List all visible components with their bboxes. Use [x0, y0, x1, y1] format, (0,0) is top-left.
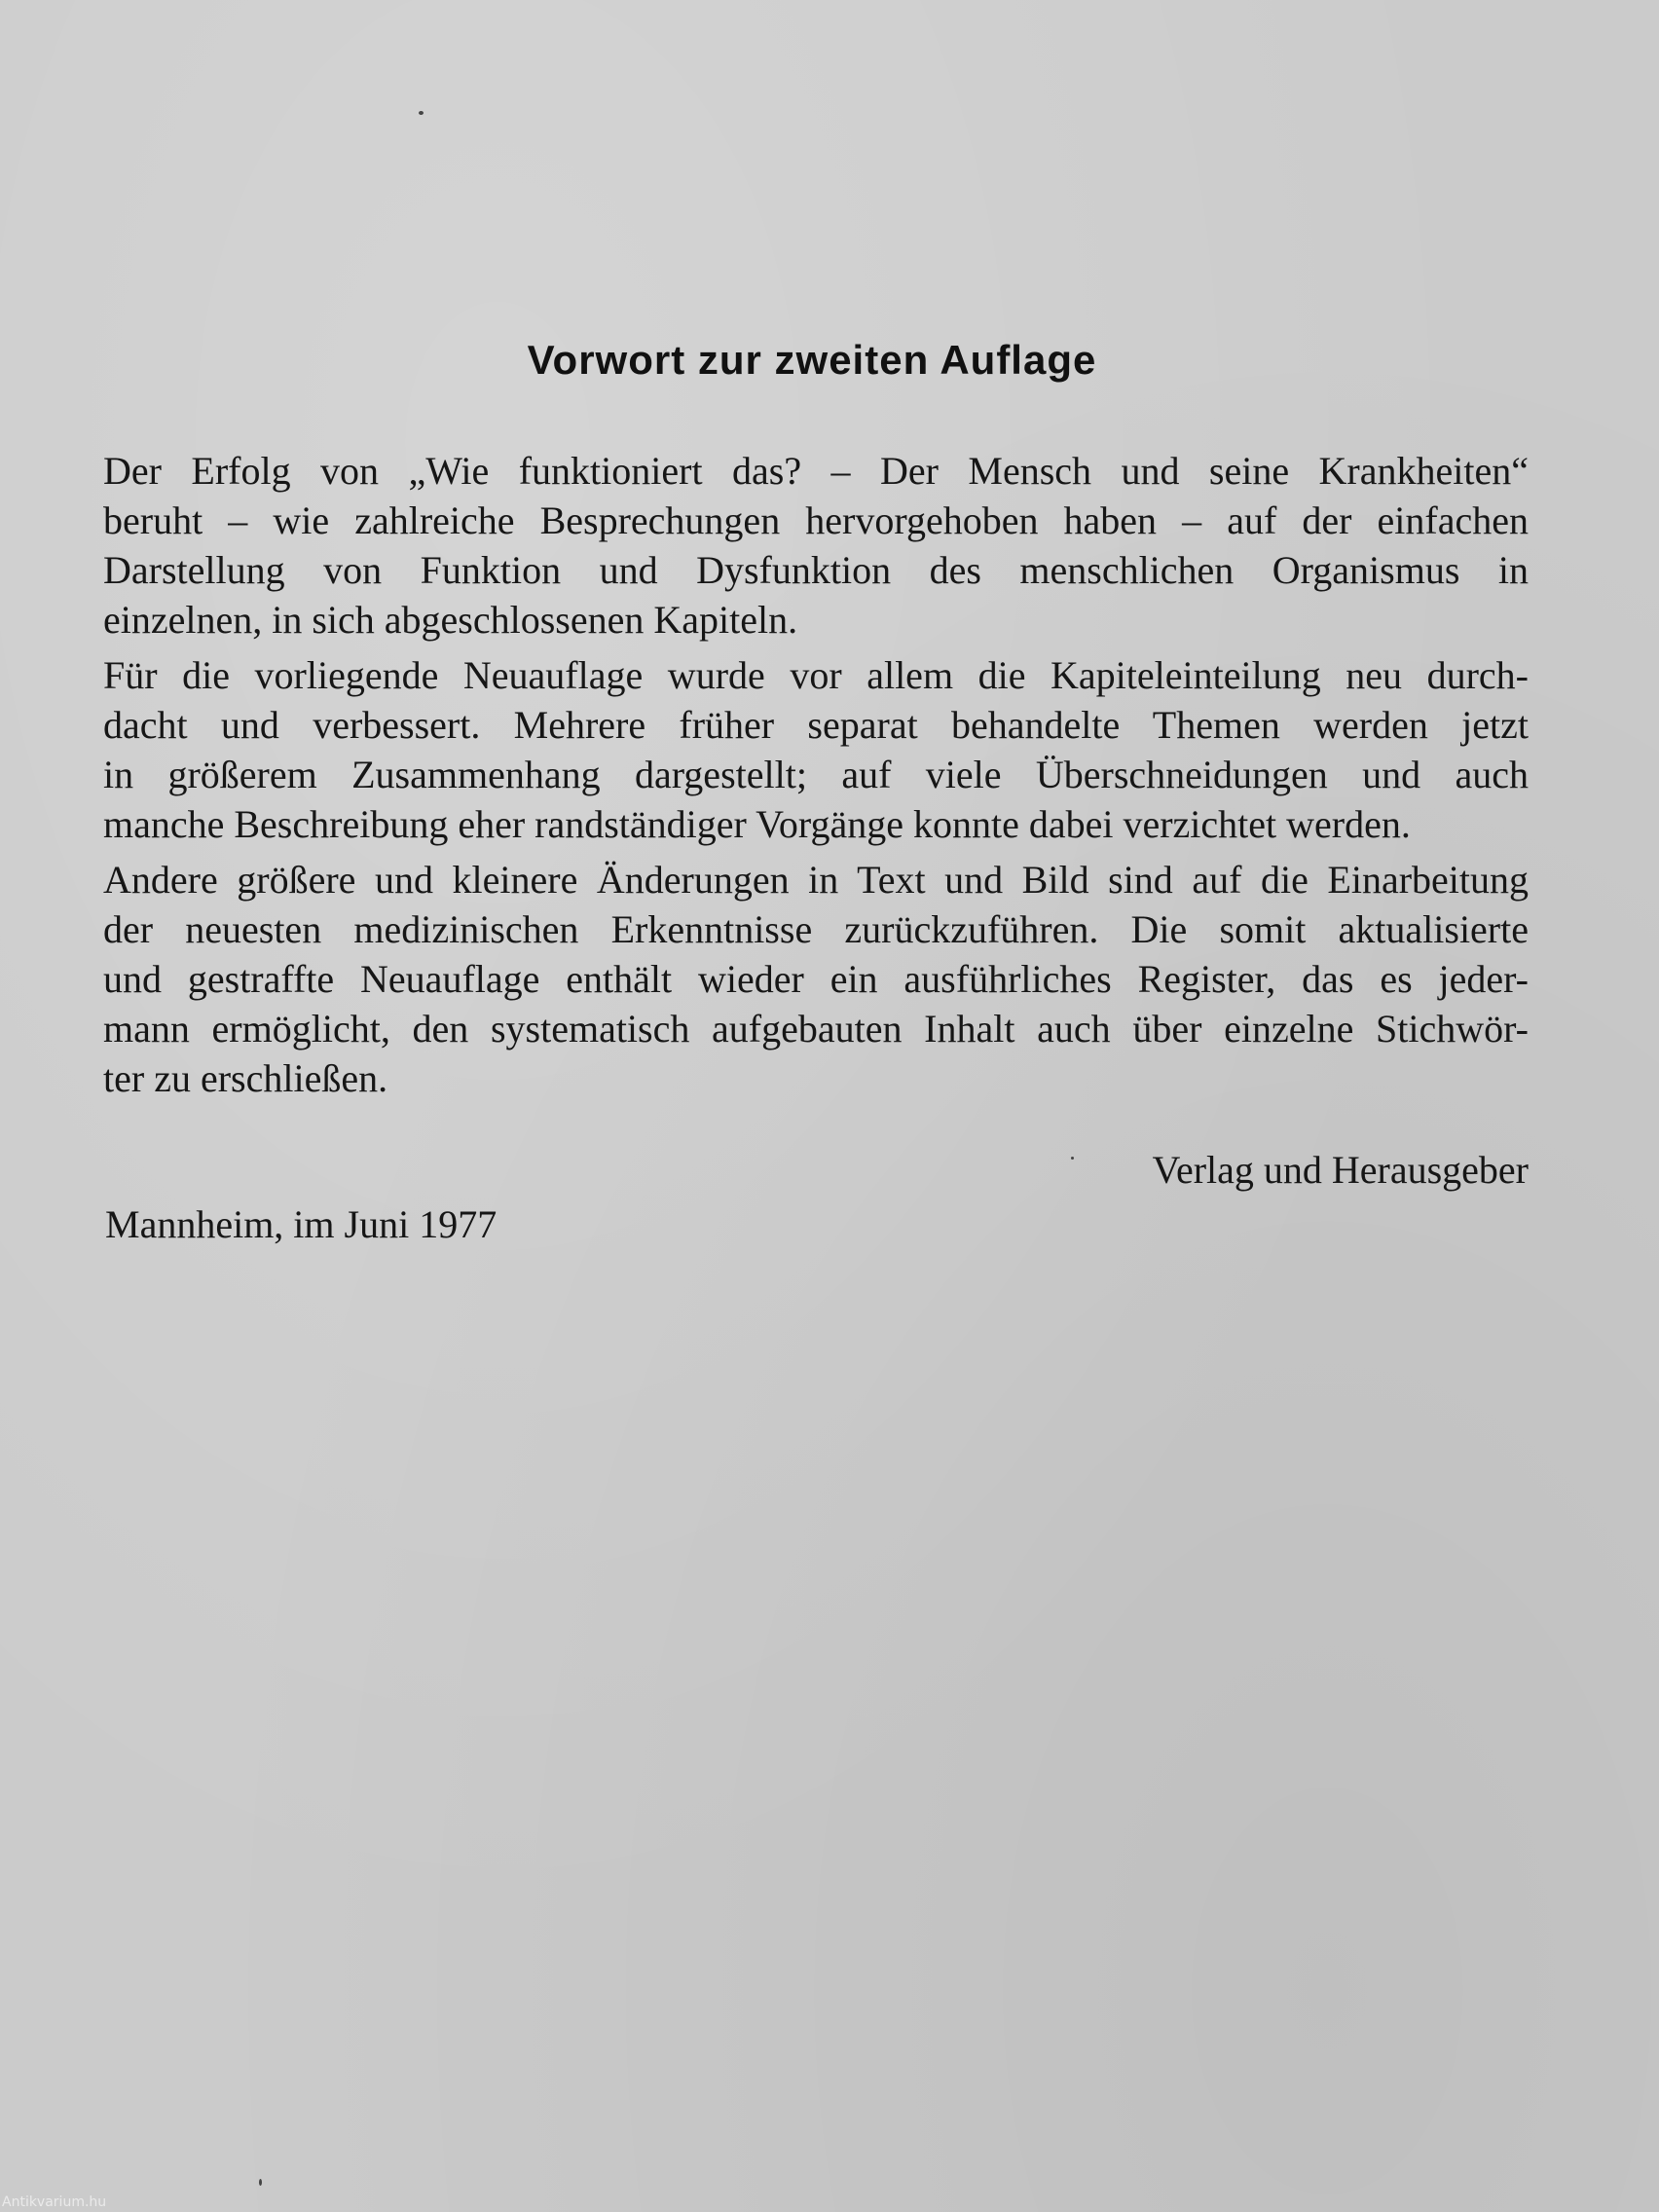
- text-line: manche Beschreibung eher randständiger Vorgänge konnte dabei verzichtet werden.: [103, 802, 1411, 846]
- text-line: einzelnen, in sich abgeschlossenen Kapiteln.: [103, 598, 798, 642]
- paragraph-2: [103, 650, 1529, 849]
- text-line: ter zu erschließen.: [103, 1056, 388, 1100]
- watermark: Antikvarium.hu: [2, 2194, 107, 2210]
- text-line: Andere größere und kleinere Änderungen in Text und Bild sind auf die Einarbeitung: [103, 858, 1529, 902]
- paragraph-3: [103, 855, 1529, 1103]
- paper-speck: [419, 111, 424, 115]
- text-line: der neuesten medizinischen Erkenntnisse zurückzuführen. Die somit aktualisierte: [103, 907, 1529, 951]
- text-line: beruht – wie zahlreiche Besprechungen hervorgehoben haben – auf der einfachen: [103, 498, 1529, 542]
- text-line: Der Erfolg von „Wie funktioniert das? – Der Mensch und seine Krankheiten“: [103, 449, 1529, 493]
- paper-speck: [259, 2179, 262, 2186]
- text-line: und gestraffte Neuauflage enthält wieder ein ausführliches Register, das es jeder-: [103, 957, 1529, 1001]
- text-line: dacht und verbessert. Mehrere früher separat behandelte Themen werden jetzt: [103, 703, 1529, 747]
- signature: Verlag und Herausgeber: [1152, 1148, 1529, 1192]
- text-line: Darstellung von Funktion und Dysfunktion des menschlichen Organismus in: [103, 548, 1529, 592]
- paragraph-1: [103, 446, 1529, 645]
- place-date: Mannheim, im Juni 1977: [105, 1202, 498, 1246]
- text-line: mann ermöglicht, den systematisch aufgebauten Inhalt auch über einzelne Stichwör-: [103, 1007, 1529, 1051]
- page-title: Vorwort zur zweiten Auflage: [527, 337, 1097, 383]
- paper-speck: [1071, 1157, 1074, 1160]
- preface-body: [103, 446, 1529, 1109]
- text-line: Für die vorliegende Neuauflage wurde vor allem die Kapiteleinteilung neu durch-: [103, 653, 1529, 697]
- text-line: in größerem Zusammenhang dargestellt; auf viele Überschneidungen und auch: [103, 753, 1529, 796]
